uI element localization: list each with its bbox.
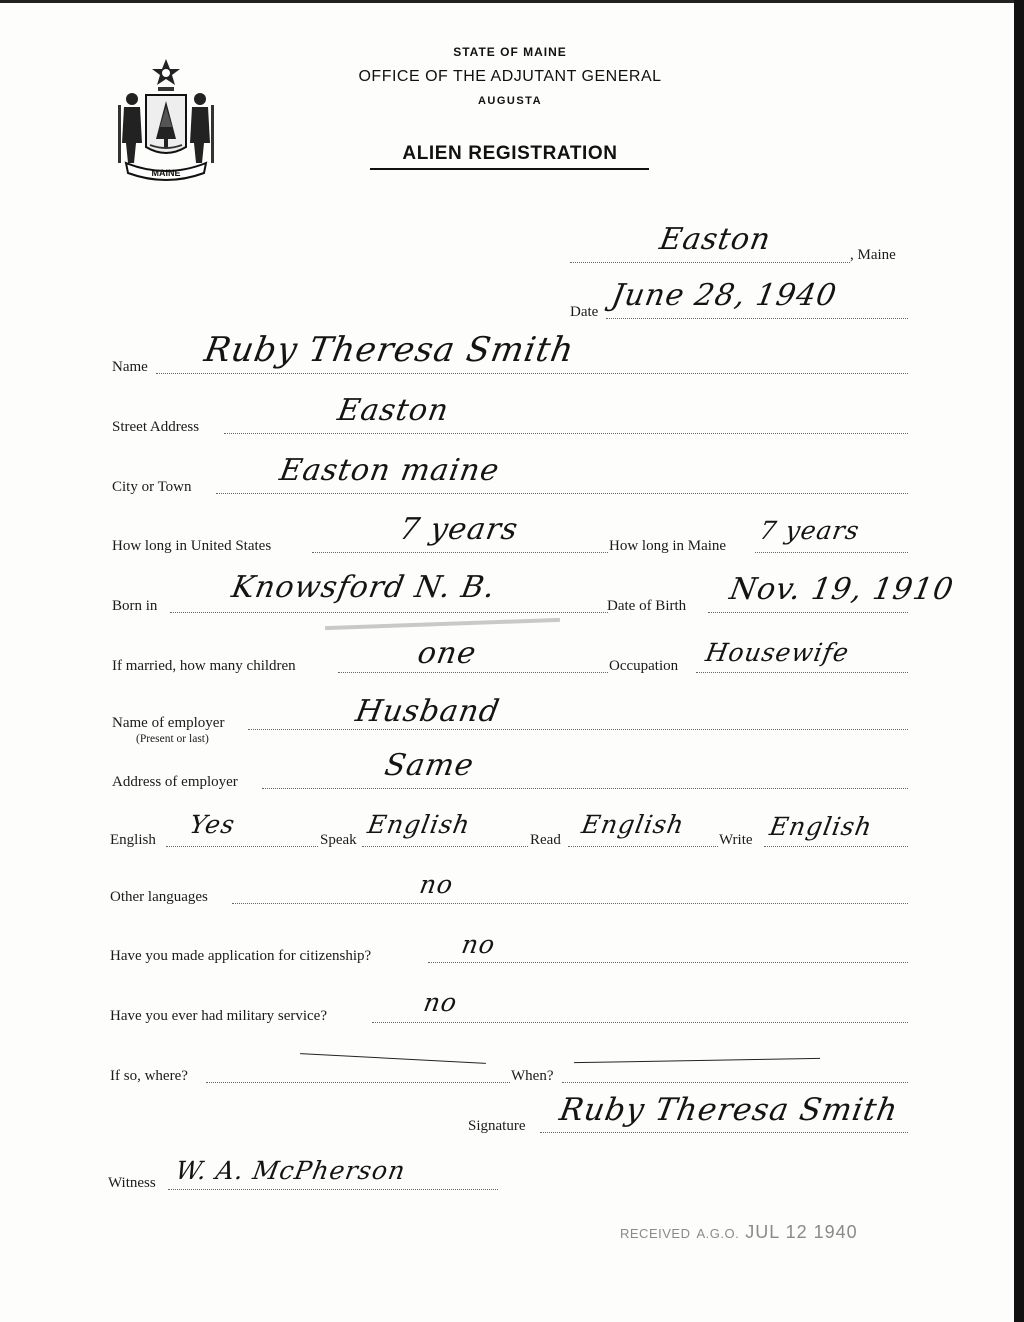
- speak-value[interactable]: English: [365, 810, 473, 839]
- city-label: City or Town: [112, 479, 192, 495]
- dob-value[interactable]: Nov. 19, 1910: [726, 572, 957, 607]
- english-line: [166, 846, 318, 847]
- read-label: Read: [530, 832, 561, 848]
- other-languages-label: Other languages: [110, 889, 208, 905]
- employer-label: Name of employer: [112, 715, 225, 731]
- scan-edge-right: [1014, 0, 1024, 1322]
- born-in-line: [170, 612, 608, 613]
- city-value[interactable]: Easton maine: [276, 453, 503, 488]
- header-office: OFFICE OF THE ADJUTANT GENERAL: [358, 68, 662, 85]
- town-value[interactable]: Easton: [656, 222, 774, 257]
- witness-label: Witness: [108, 1175, 156, 1191]
- military-line: [372, 1022, 908, 1023]
- how-long-us-value[interactable]: 7 years: [396, 512, 522, 547]
- employer-address-value[interactable]: Same: [381, 748, 477, 783]
- occupation-line: [696, 672, 908, 673]
- how-long-me-value[interactable]: 7 years: [757, 516, 863, 545]
- dob-line: [708, 612, 908, 613]
- street-value[interactable]: Easton: [334, 393, 452, 428]
- employer-value[interactable]: Husband: [352, 694, 503, 729]
- occupation-label: Occupation: [609, 658, 679, 674]
- street-line: [224, 433, 908, 434]
- dob-label: Date of Birth: [607, 598, 687, 614]
- when-dash[interactable]: [574, 1058, 820, 1063]
- how-long-me-line: [755, 552, 908, 553]
- header-city: AUGUSTA: [477, 95, 543, 107]
- stamp-office: A.G.O.: [696, 1226, 740, 1241]
- name-value[interactable]: Ruby Theresa Smith: [201, 330, 578, 370]
- witness-value[interactable]: W. A. McPherson: [173, 1156, 408, 1185]
- speak-line: [362, 846, 528, 847]
- date-label: Date: [570, 304, 599, 320]
- title-underline: [370, 168, 649, 170]
- maine-label: , Maine: [850, 247, 896, 263]
- date-line: [606, 318, 908, 319]
- write-value[interactable]: English: [767, 812, 875, 841]
- signature-value[interactable]: Ruby Theresa Smith: [556, 1092, 902, 1128]
- name-line: [156, 373, 908, 374]
- write-label: Write: [719, 832, 753, 848]
- read-value[interactable]: English: [579, 810, 687, 839]
- when-line: [562, 1082, 908, 1083]
- speak-label: Speak: [320, 832, 357, 848]
- english-label: English: [110, 832, 156, 848]
- if-so-where-label: If so, where?: [110, 1068, 188, 1084]
- town-line: [570, 262, 850, 263]
- date-value[interactable]: June 28, 1940: [608, 278, 840, 313]
- employer-address-label: Address of employer: [112, 774, 238, 790]
- children-line: [338, 672, 608, 673]
- children-value[interactable]: one: [414, 636, 480, 671]
- other-languages-value[interactable]: no: [417, 870, 456, 899]
- when-label: When?: [511, 1068, 554, 1084]
- employer-line: [248, 729, 908, 730]
- pencil-underline: [325, 618, 560, 630]
- how-long-me-label: How long in Maine: [609, 538, 727, 554]
- name-label: Name: [112, 359, 148, 375]
- header-state: STATE OF MAINE: [453, 45, 567, 59]
- scan-edge-top: [0, 0, 1024, 3]
- military-label: Have you ever had military service?: [110, 1008, 327, 1024]
- citizenship-value[interactable]: no: [459, 930, 498, 959]
- city-line: [216, 493, 908, 494]
- english-value[interactable]: Yes: [187, 810, 238, 839]
- seal-label: MAINE: [151, 168, 181, 178]
- if-so-where-line: [206, 1082, 510, 1083]
- citizenship-line: [428, 962, 908, 963]
- seal-label-overlay: [112, 55, 220, 185]
- how-long-us-label: How long in United States: [112, 538, 272, 554]
- stamp-date: JUL 12 1940: [745, 1222, 858, 1242]
- occupation-value[interactable]: Housewife: [703, 638, 852, 667]
- born-in-label: Born in: [112, 598, 158, 614]
- children-label: If married, how many children: [112, 658, 296, 674]
- street-label: Street Address: [112, 419, 200, 435]
- received-stamp: [620, 1222, 858, 1243]
- read-line: [568, 846, 718, 847]
- write-line: [764, 846, 908, 847]
- if-so-where-dash[interactable]: [300, 1053, 486, 1064]
- stamp-received: RECEIVED: [620, 1226, 691, 1241]
- how-long-us-line: [312, 552, 608, 553]
- witness-line: [168, 1189, 498, 1190]
- other-languages-line: [232, 903, 908, 904]
- employer-note: (Present or last): [136, 733, 209, 745]
- signature-label: Signature: [468, 1118, 526, 1134]
- signature-line: [540, 1132, 908, 1133]
- form-title: ALIEN REGISTRATION: [402, 143, 618, 164]
- employer-address-line: [262, 788, 908, 789]
- born-in-value[interactable]: Knowsford N. B.: [228, 570, 499, 605]
- citizenship-label: Have you made application for citizenship?: [110, 948, 372, 964]
- military-value[interactable]: no: [421, 988, 460, 1017]
